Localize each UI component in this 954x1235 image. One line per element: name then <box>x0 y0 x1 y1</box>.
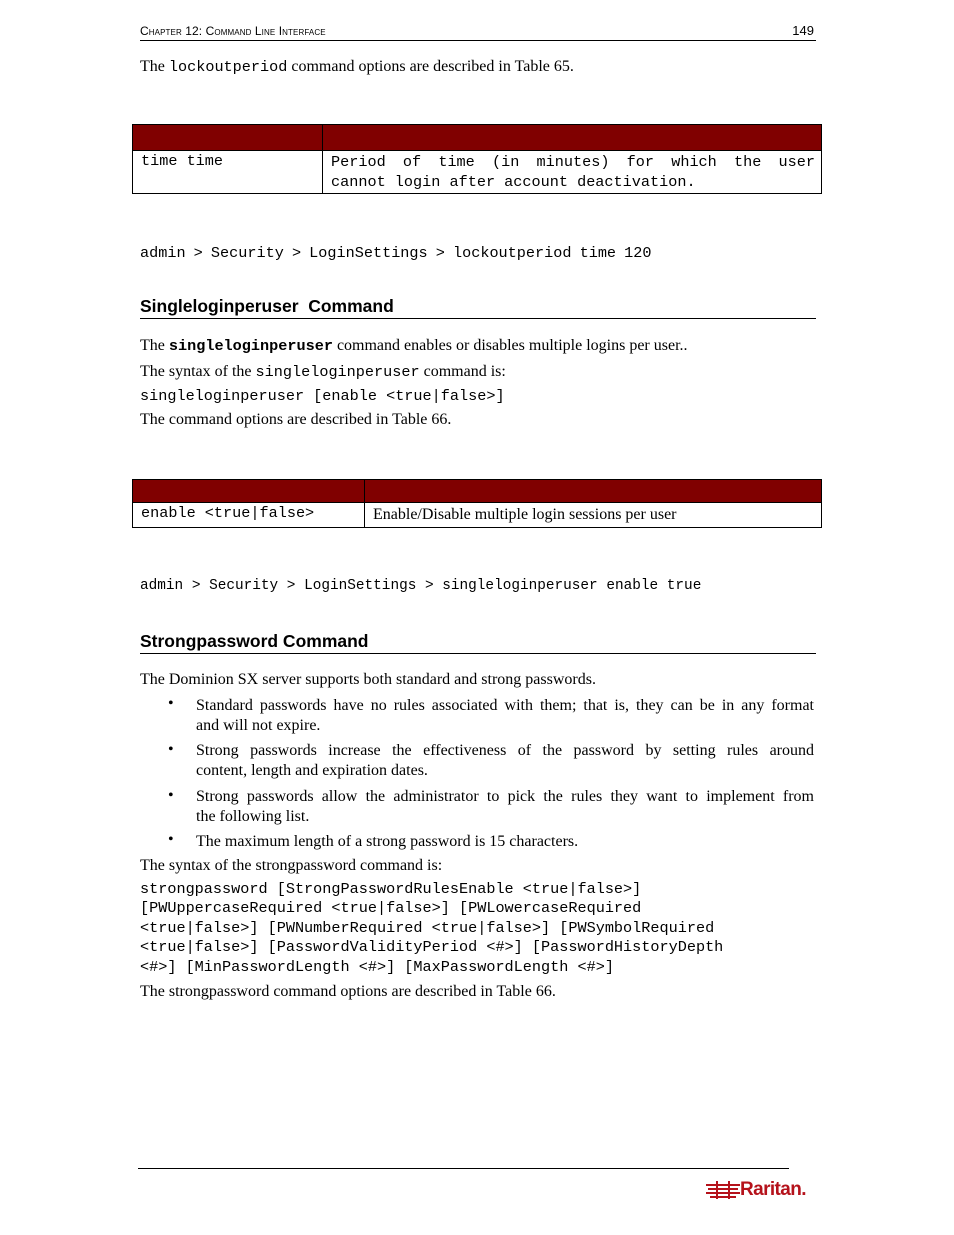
lockout-intro-cmd: lockoutperiod <box>168 58 288 76</box>
strong-intro: The Dominion SX server supports both standard and strong passwords. <box>140 671 596 688</box>
single-p1: The singleloginperuser command enables or disables multiple logins per user.. <box>140 337 688 355</box>
single-options-table <box>132 479 822 528</box>
option-cell: enable <true|false> <box>133 503 365 528</box>
section-heading-singleloginperuser: Singleloginperuser Command <box>140 296 816 319</box>
page-number: 149 <box>792 23 814 38</box>
strong-outro: The strongpassword command options are described in Table 66. <box>140 983 556 1000</box>
lockout-example: admin > Security > LoginSettings > lockoutperiod time 120 <box>140 244 652 262</box>
list-item: The maximum length of a strong password is 15 characters. <box>196 833 579 850</box>
table-header-cell <box>365 480 822 503</box>
table-row <box>133 503 822 528</box>
description-cell: Enable/Disable multiple login sessions per user <box>365 503 822 528</box>
option-cell: time time <box>133 151 323 194</box>
list-item: Strong passwords allow the administrator to pick the rules they want to implement from the following list. <box>196 788 814 825</box>
logo-wordmark: Raritan. <box>740 1179 806 1200</box>
raritan-logo-icon <box>706 1178 740 1202</box>
single-p2: The syntax of the singleloginperuser command is: <box>140 363 506 381</box>
bullet-icon: • <box>168 741 174 758</box>
single-syntax: singleloginperuser [enable <true|false>] <box>140 387 505 405</box>
lockout-intro-post: command options are described in Table 65. <box>287 58 574 75</box>
bullet-icon: • <box>168 831 174 848</box>
list-item: Standard passwords have no rules associated with them; that is, they can be in any format and will not expire. <box>196 697 814 734</box>
raritan-logo <box>706 1178 814 1202</box>
single-example: admin > Security > LoginSettings > singleloginperuser enable true <box>140 578 702 594</box>
description-cell: Period of time (in minutes) for which the user cannot login after account deactivation. <box>323 151 822 194</box>
table-header-cell <box>133 480 365 503</box>
strong-syntax-block: strongpassword [StrongPasswordRulesEnable <true|false>] [PWUppercaseRequired <true|false>] [PWLowercaseRequired <true|false>] [PWNumberRequired <true|false>] [PWSymbolRequired <true|false>] [PasswordValidityPeriod <#>] [PasswordHistoryDepth <#>] [MinPasswordLength <#>] [MaxPasswordLength <#>] <box>140 880 724 976</box>
lockout-options-table <box>132 124 822 194</box>
section-heading-strongpassword: Strongpassword Command <box>140 631 816 654</box>
single-p3: The command options are described in Table 66. <box>140 411 452 428</box>
lockout-intro <box>140 57 574 77</box>
chapter-title: Chapter 12: Command Line Interface <box>140 24 326 38</box>
table-header-cell <box>323 125 822 151</box>
table-header-cell <box>133 125 323 151</box>
strong-syntax-intro: The syntax of the strongpassword command is: <box>140 857 443 874</box>
bullet-icon: • <box>168 787 174 804</box>
bullet-icon: • <box>168 695 174 712</box>
list-item: Strong passwords increase the effectiveness of the password by setting rules around content, length and expiration dates. <box>196 742 814 779</box>
page-header <box>140 24 816 41</box>
footer-divider <box>138 1168 789 1169</box>
table-row <box>133 151 822 194</box>
lockout-intro-pre: The <box>140 58 169 75</box>
